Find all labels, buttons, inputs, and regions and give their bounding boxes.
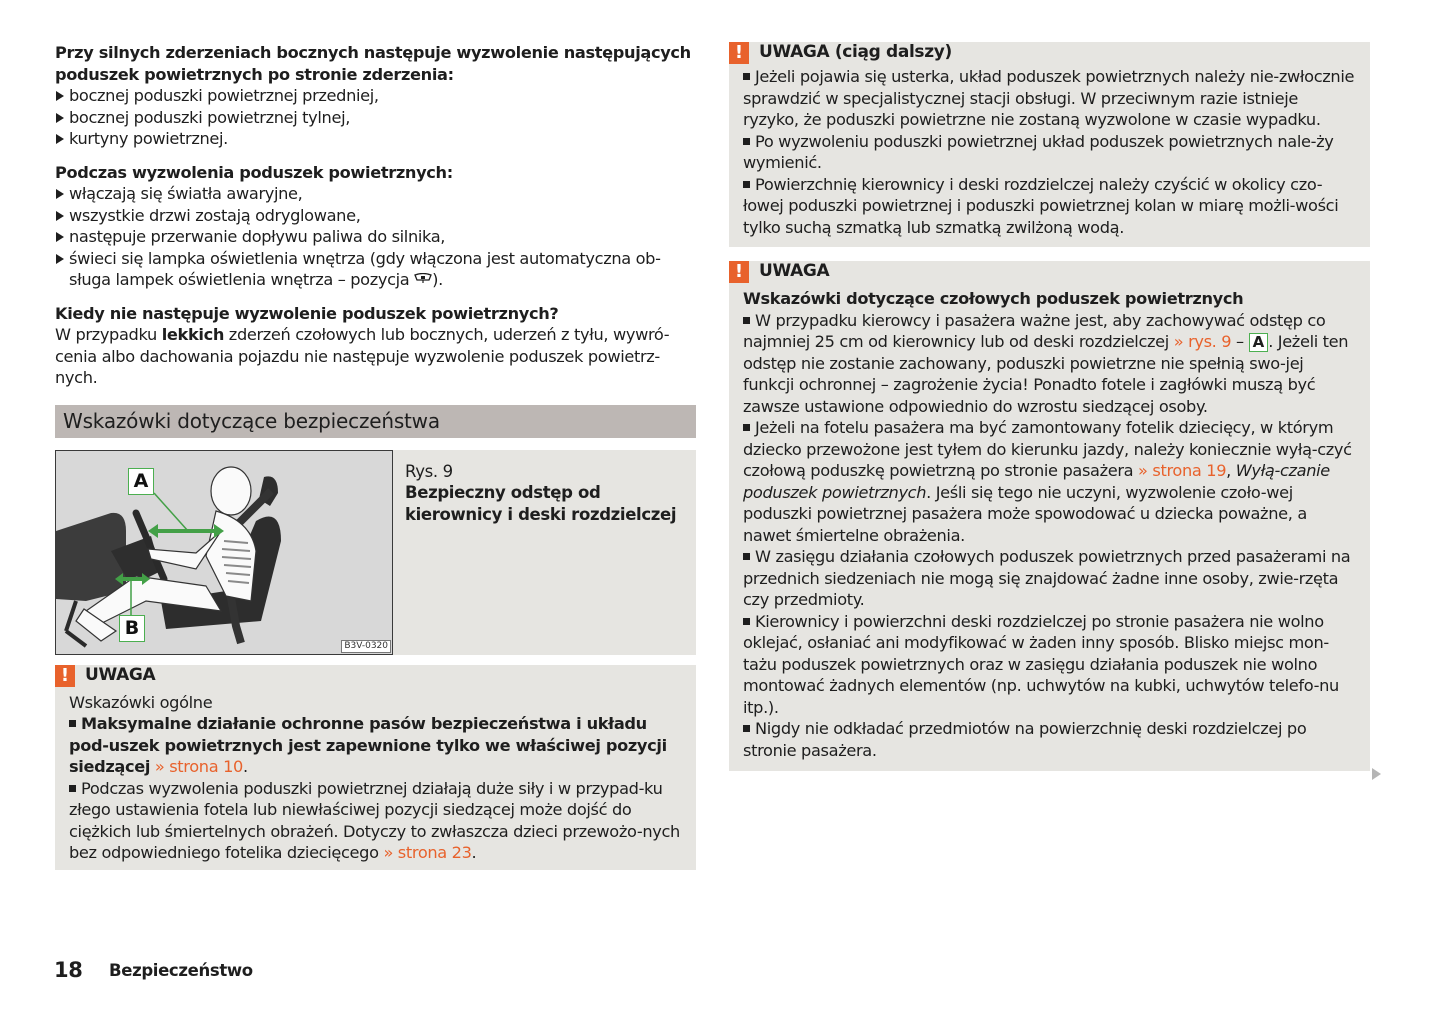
warning-icon: !: [729, 42, 749, 64]
triangle-bullet-icon: [56, 211, 64, 221]
figure-link[interactable]: » rys. 9: [1173, 332, 1232, 351]
triangle-bullet-icon: [56, 254, 64, 264]
page-link[interactable]: » strona 19: [1138, 461, 1227, 480]
warning-item: Jeżeli na fotelu pasażera ma być zamontowany fotelik dziecięcy, w którym dziecko przewożone jest tyłem do kierunku jazdy, należy koniecznie wyłą-czyć czołową poduszkę powietrzną po stronie pasażera » strona 19, Wyłą-czanie poduszek powietrznych. Jeśli się tego nie uczyni, wyzwolenie czoło-wej poduszki powietrznej pasażera może spowodować u dziecka poważne, a nawet śmiertelne obrażenia.: [743, 418, 1352, 545]
no-deploy-paragraph: W przypadku lekkich zderzeń czołowych lub bocznych, uderzeń z tyłu, wywró-cenia albo dachowania pojazdu nie następuje wyzwolenie poduszek powietrz-nych.: [55, 325, 670, 387]
figure-number: Rys. 9: [405, 461, 453, 481]
warning-icon: !: [729, 261, 749, 283]
triangle-bullet-icon: [56, 232, 64, 242]
warning-subtitle: Wskazówki dotyczące czołowych poduszek powietrznych: [743, 289, 1244, 308]
square-bullet-icon: [69, 785, 76, 792]
seat-distance-illustration: [55, 450, 393, 655]
warning-item: Podczas wyzwolenia poduszki powietrznej działają duże siły i w przypad-ku złego ustawienia fotela lub niewłaściwej pozycji siedzącej może dojść do ciężkich lub śmiertelnych obrażeń. Dotyczy to zwłaszcza dzieci przewożo-nych bez odpowiedniego fotelika dziecięcego » strona 23.: [69, 778, 680, 862]
list-item: bocznej poduszki powietrznej przedniej,: [55, 85, 696, 107]
warning-title: UWAGA: [85, 664, 156, 685]
figure-label-a: A: [128, 468, 154, 495]
list-item: wszystkie drzwi zostają odryglowane,: [55, 205, 696, 227]
page-link[interactable]: » strona 10: [154, 757, 243, 776]
right-column: [729, 42, 1370, 771]
list-item: kurtyny powietrznej.: [55, 128, 696, 150]
figure-9: [55, 450, 696, 655]
warning-header: [729, 42, 1370, 64]
warning-body: [729, 283, 1370, 771]
list-item: świeci się lampka oświetlenia wnętrza (gdy włączona jest automatyczna ob-sługa lampek oświetlenia wnętrza – pozycja ).: [55, 248, 696, 291]
warning-item: Kierownicy i powierzchni deski rozdzielczej po stronie pasażera nie wolno oklejać, osłaniać ani modyfikować w żaden inny sposób. Blisko miejsc mon-tażu poduszek powietrznych oraz w zasięgu działania poduszek nie wolno montować żadnych elementów (np. uchwytów na kubki, uchwytów telefo-nu itp.).: [743, 611, 1339, 717]
warning-box-front-airbags: [729, 261, 1370, 771]
warning-item: W zasięgu działania czołowych poduszek powietrznych przed pasażerami na przednich siedzeniach nie mogą się znajdować żadne inne osoby, zwie-rzęta czy przedmioty.: [743, 547, 1351, 609]
square-bullet-icon: [743, 725, 750, 732]
warning-header: [729, 261, 1370, 283]
side-impact-heading: Przy silnych zderzeniach bocznych następuje wyzwolenie następujących poduszek powietrznych po stronie zderzenia:: [55, 43, 691, 84]
figure-caption: [393, 450, 696, 655]
list-item: włączają się światła awaryjne,: [55, 183, 696, 205]
triangle-bullet-icon: [56, 91, 64, 101]
triangle-bullet-icon: [56, 113, 64, 123]
deploy-heading: Podczas wyzwolenia poduszek powietrznych:: [55, 162, 453, 182]
side-impact-section: [55, 42, 696, 150]
warning-box-continued: [729, 42, 1370, 247]
warning-body: [55, 687, 696, 870]
square-bullet-icon: [743, 317, 750, 324]
warning-body: [729, 64, 1370, 247]
square-bullet-icon: [743, 181, 750, 188]
warning-item: W przypadku kierowcy i pasażera ważne jest, aby zachowywać odstęp co najmniej 25 cm od kierownicy lub od deski rozdzielczej » rys. 9 – A . Jeżeli ten odstęp nie zostanie zachowany, poduszki powietrzne nie spełnią swo-jej funkcji ochronnej – zagrożenie życia! Ponadto fotele i zagłówki muszą być zawsze ustawione odpowiednio do wzrostu siedzącej osoby.: [743, 310, 1349, 416]
page-number: 18: [54, 958, 83, 982]
warning-title: UWAGA: [759, 261, 830, 282]
square-bullet-icon: [743, 73, 750, 80]
list-item: następuje przerwanie dopływu paliwa do silnika,: [55, 226, 696, 248]
section-title: Wskazówki dotyczące bezpieczeństwa: [55, 405, 696, 438]
figure-label-a-ref: A: [1249, 333, 1269, 352]
warning-subtitle: Wskazówki ogólne: [69, 692, 213, 712]
no-deploy-heading: Kiedy nie następuje wyzwolenie poduszek powietrznych?: [55, 303, 559, 323]
warning-header: [55, 665, 696, 687]
warning-box-general: [55, 665, 696, 870]
square-bullet-icon: [743, 424, 750, 431]
chapter-title: Bezpieczeństwo: [109, 961, 253, 980]
warning-title: UWAGA (ciąg dalszy): [759, 42, 952, 63]
warning-icon: !: [55, 665, 75, 687]
square-bullet-icon: [743, 138, 750, 145]
driver-position-drawing: [56, 451, 393, 655]
square-bullet-icon: [743, 553, 750, 560]
warning-item: Po wyzwoleniu poduszki powietrznej układ poduszek powietrznych nale-ży wymienić.: [743, 131, 1334, 172]
warning-item: Maksymalne działanie ochronne pasów bezpieczeństwa i układu pod-uszek powietrznych jest zapewnione tylko we właściwej pozycji siedzącej » strona 10.: [69, 714, 667, 776]
deploy-section: [55, 162, 696, 291]
triangle-bullet-icon: [56, 189, 64, 199]
square-bullet-icon: [743, 618, 750, 625]
list-item: bocznej poduszki powietrznej tylnej,: [55, 107, 696, 129]
warning-item: Powierzchnię kierownicy i deski rozdzielczej należy czyścić w okolicy czo-łowej poduszki powietrznej i poduszki powietrznej kolan w miarę możli-wości tylko suchą szmatką lub szmatką zwilżoną wodą.: [743, 174, 1339, 237]
left-column: [55, 42, 696, 870]
continue-arrow-icon: [1372, 768, 1381, 780]
interior-light-icon: [414, 273, 432, 284]
no-deploy-section: [55, 303, 696, 389]
figure-caption-text: Bezpieczny odstęp od kierownicy i deski rozdzielczej: [405, 483, 677, 524]
figure-label-b: B: [119, 615, 145, 642]
figure-code: B3V-0320: [341, 640, 391, 653]
triangle-bullet-icon: [56, 134, 64, 144]
warning-item: Nigdy nie odkładać przedmiotów na powierzchnię deski rozdzielczej po stronie pasażera.: [743, 719, 1307, 760]
square-bullet-icon: [69, 720, 76, 727]
page-footer: [54, 960, 253, 982]
page-link[interactable]: » strona 23: [383, 843, 472, 862]
warning-item: Jeżeli pojawia się usterka, układ poduszek powietrznych należy nie-zwłocznie sprawdzić w specjalistycznej stacji obsługi. W przeciwnym razie istnieje ryzyko, że poduszki powietrzne nie zostaną wyzwolone w czasie wypadku.: [743, 67, 1355, 129]
